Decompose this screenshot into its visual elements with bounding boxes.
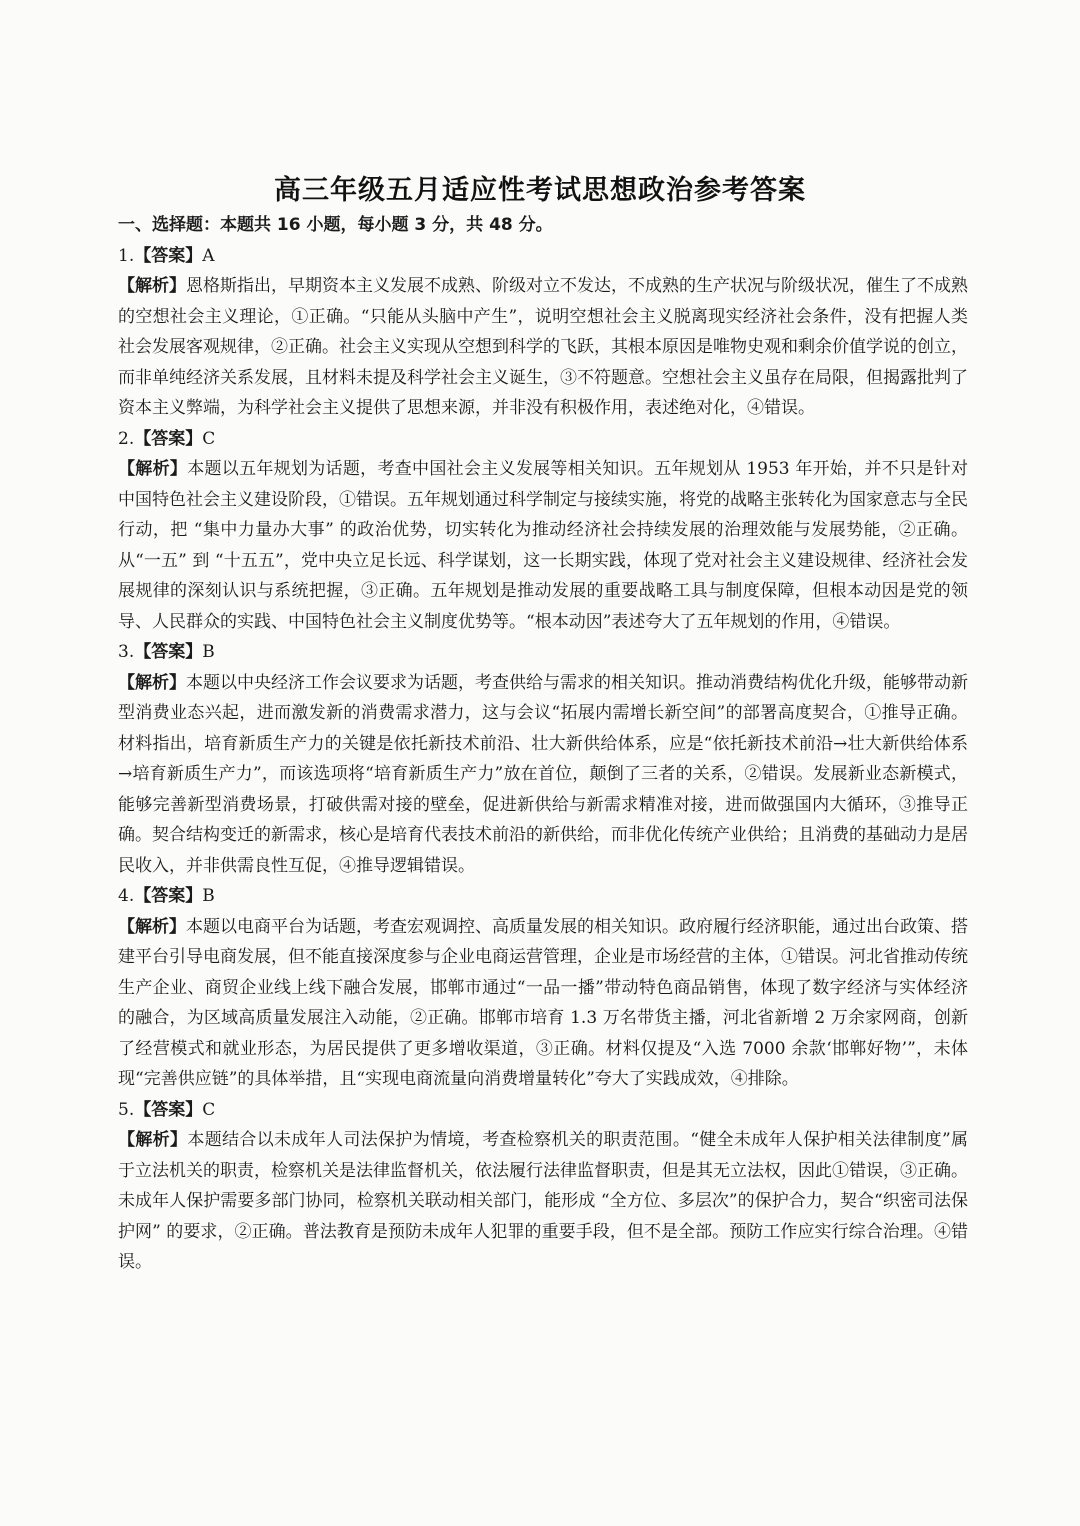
answer-tag: 【答案】 — [134, 428, 203, 449]
answer-tag: 【答案】 — [134, 245, 203, 266]
answer-line — [118, 241, 968, 272]
answer-value: B — [202, 642, 215, 662]
explain-tag: 【解析】 — [118, 916, 186, 937]
explanation-text: 本题以中央经济工作会议要求为话题，考查供给与需求的相关知识。推动消费结构优化升级，能够带动新型消费业态兴起，进而激发新的消费需求潜力，这与会议“拓展内需增长新空间”的部署高度契合，①推导正确。材料指出，培育新质生产力的关键是依托新技术前沿、壮大新供给体系，应是“依托新技术前沿→壮大新供给体系→培育新质生产力”，而该选项将“培育新质生产力”放在首位，颠倒了三者的关系，②错误。发展新业态新模式，能够完善新型消费场景，打破供需对接的壁垒，促进新供给与新需求精准对接，进而做强国内大循环，③推导正确。契合结构变迁的新需求，核心是培育代表技术前沿的新供给，而非优化传统产业供给；且消费的基础动力是居民收入，并非供需良性互促，④推导逻辑错误。 — [118, 672, 968, 876]
explanation — [118, 912, 968, 1095]
answer-line — [118, 637, 968, 668]
answer-tag: 【答案】 — [134, 1099, 203, 1120]
document-title: 高三年级五月适应性考试思想政治参考答案 — [274, 175, 806, 206]
answer-value: B — [202, 886, 215, 906]
question-2 — [118, 424, 968, 638]
answer-tag: 【答案】 — [134, 642, 203, 662]
question-number: 1. — [118, 245, 135, 266]
explanation — [118, 668, 968, 882]
answer-value: A — [202, 245, 215, 266]
explain-tag: 【解析】 — [118, 672, 186, 693]
question-number: 5. — [118, 1099, 135, 1120]
question-1 — [118, 241, 968, 424]
explain-tag: 【解析】 — [118, 276, 186, 296]
question-number: 4. — [118, 886, 135, 906]
section-heading: 一、选择题：本题共 16 小题，每小题 3 分，共 48 分。 — [118, 215, 553, 235]
explanation-text: 本题结合以未成年人司法保护为情境，考查检察机关的职责范围。“健全未成年人保护相关法律制度”属于立法机关的职责，检察机关是法律监督机关，依法履行法律监督职责，但是其无立法权，因此①错误，③正确。未成年人保护需要多部门协同，检察机关联动相关部门，能形成 “全方位、多层次”的保护合力，契合“织密司法保护网” 的要求，②正确。普法教育是预防未成年人犯罪的重要手段，但不是全部。预防工作应实行综合治理。④错误。 — [118, 1130, 968, 1272]
explanation-text: 本题以电商平台为话题，考查宏观调控、高质量发展的相关知识。政府履行经济职能，通过出台政策、搭建平台引导电商发展，但不能直接深度参与企业电商运营管理，企业是市场经营的主体，①错误。河北省推动传统生产企业、商贸企业线上线下融合发展，邯郸市通过“一品一播”带动特色商品销售，体现了数字经济与实体经济的融合，为区域高质量发展注入动能，②正确。邯郸市培育 1.3 万名带货主播，河北省新增 2 万余家网商，创新了经营模式和就业形态，为居民提供了更多增收渠道，③正确。材料仅提及“入选 7000 余款‘邯郸好物’”，未体现“完善供应链”的具体举措，且“实现电商流量向消费增量转化”夸大了实践成效，④排除。 — [118, 916, 968, 1089]
answer-value: C — [202, 428, 216, 449]
answer-line — [118, 1095, 968, 1126]
question-4 — [118, 881, 968, 1095]
answer-tag: 【答案】 — [134, 886, 203, 906]
question-5 — [118, 1095, 968, 1278]
answer-value: C — [202, 1099, 216, 1120]
explanation — [118, 1125, 968, 1278]
explain-tag: 【解析】 — [118, 1130, 188, 1150]
question-number: 2. — [118, 428, 135, 449]
explain-tag: 【解析】 — [118, 459, 188, 479]
answer-line — [118, 881, 968, 912]
explanation-text: 恩格斯指出，早期资本主义发展不成熟、阶级对立不发达，不成熟的生产状况与阶级状况，催生了不成熟的空想社会主义理论，①正确。“只能从头脑中产生”，说明空想社会主义脱离现实经济社会条件，没有把握人类社会发展客观规律，②正确。社会主义实现从空想到科学的飞跃，其根本原因是唯物史观和剩余价值学说的创立，而非单纯经济关系发展，且材料未提及科学社会主义诞生，③不符题意。空想社会主义虽存在局限，但揭露批判了资本主义弊端，为科学社会主义提供了思想来源，并非没有积极作用，表述绝对化，④错误。 — [118, 276, 968, 418]
question-3 — [118, 637, 968, 881]
explanation — [118, 271, 968, 424]
explanation — [118, 454, 968, 637]
answer-line — [118, 424, 968, 455]
question-number: 3. — [118, 642, 135, 662]
explanation-text: 本题以五年规划为话题，考查中国社会主义发展等相关知识。五年规划从 1953 年开始，并不只是针对中国特色社会主义建设阶段，①错误。五年规划通过科学制定与接续实施，将党的战略主张转化为国家意志与全民行动，把 “集中力量办大事” 的政治优势，切实转化为推动经济社会持续发展的治理效能与发展势能，②正确。从“一五” 到 “十五五”，党中央立足长远、科学谋划，这一长期实践，体现了党对社会主义建设规律、经济社会发展规律的深刻认识与系统把握，③正确。五年规划是推动发展的重要战略工具与制度保障，但根本动因是党的领导、人民群众的实践、中国特色社会主义制度优势等。“根本动因”表述夸大了五年规划的作用，④错误。 — [118, 459, 968, 632]
answer-content — [118, 210, 968, 1278]
